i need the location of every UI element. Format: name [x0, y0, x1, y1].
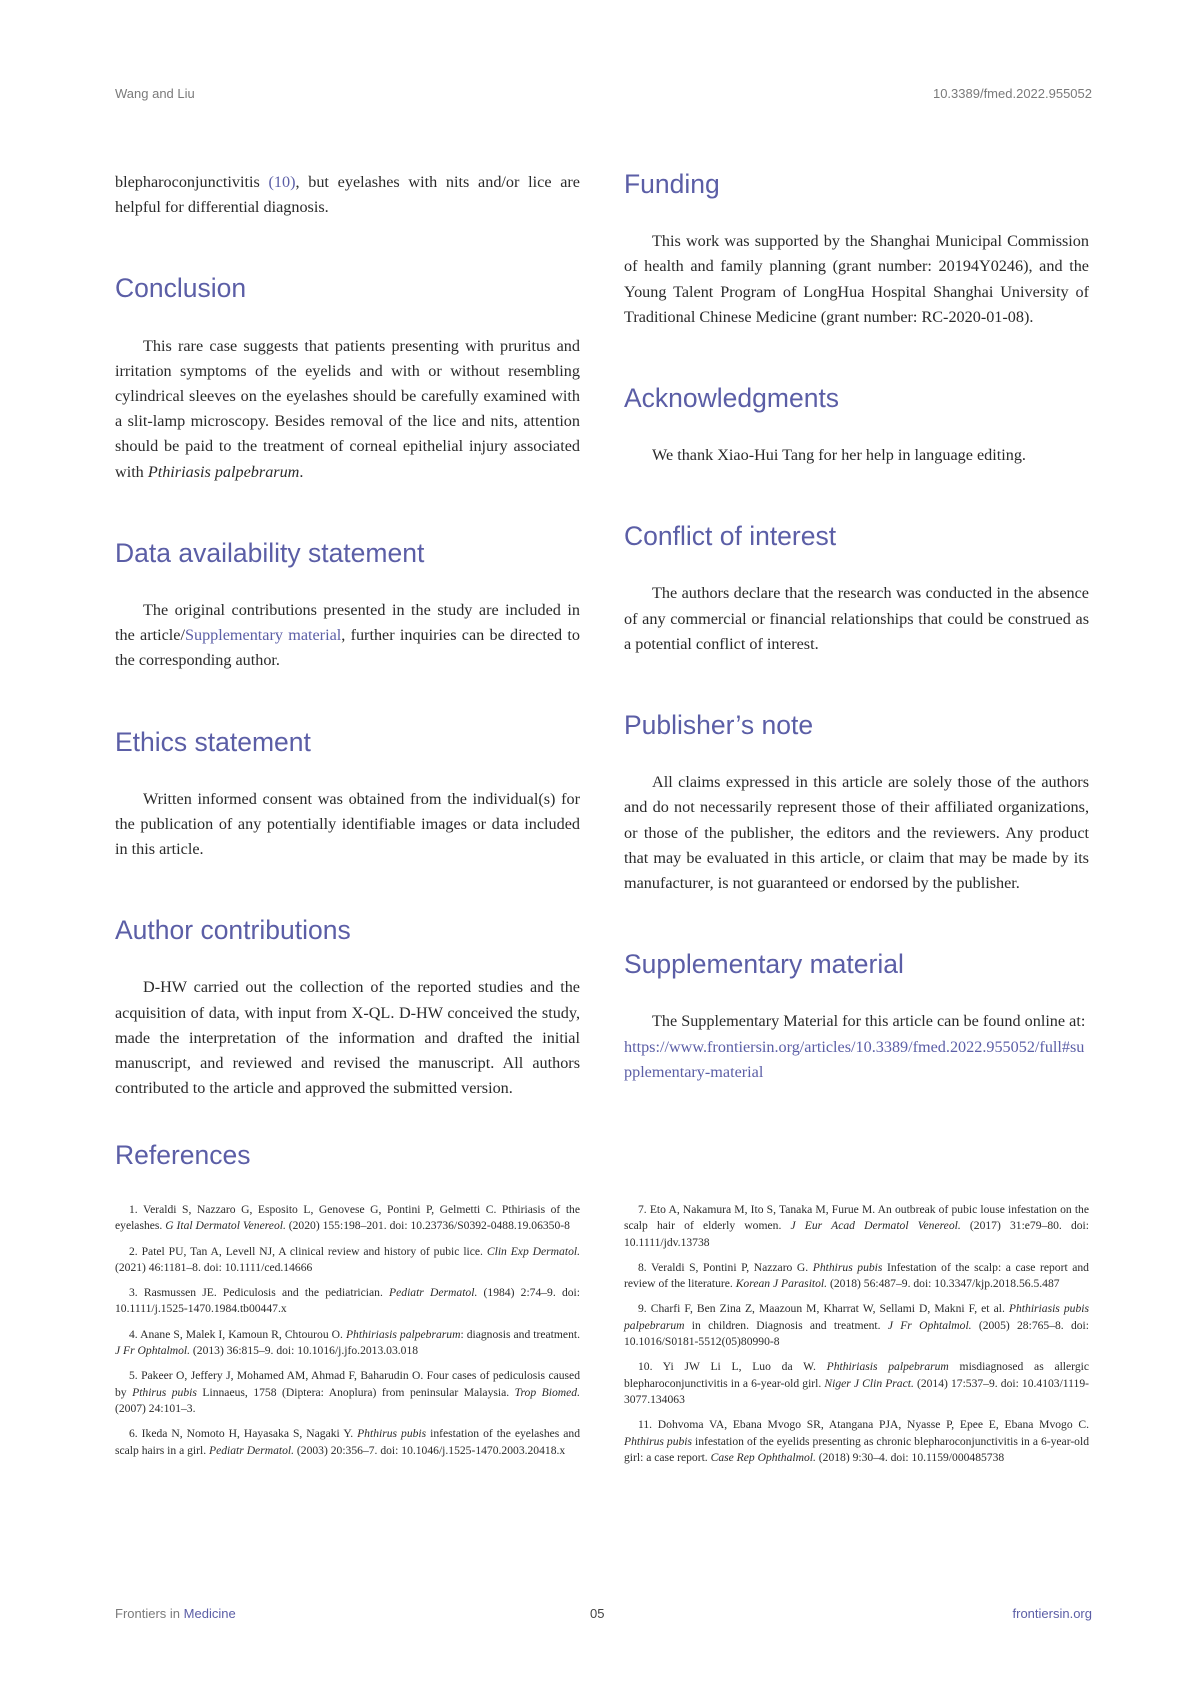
reference-2: 2. Patel PU, Tan A, Levell NJ, A clinical review and history of pubic lice. Clin Exp Dermatol. (2021) 46:1181–8. doi: 10.1111/ced.14666 — [115, 1244, 580, 1274]
references-left-column — [115, 1202, 580, 1468]
page-number: 05 — [590, 1606, 605, 1621]
ethics-heading: Ethics statement — [115, 726, 311, 757]
intro-text-2: , but eyelashes with nits and/or lice are helpful for differential diagnosis. — [115, 173, 580, 217]
data-availability-text-1: The original contributions presented in the study are included in the article/ — [115, 600, 580, 645]
reference-4: 4. Anane S, Malek I, Kamoun R, Chtourou O. Phthiriasis palpebrarum: diagnosis and treatment. J Fr Ophtalmol. (2013) 36:815–9. doi: 10.1016/j.jfo.2013.03.018 — [115, 1327, 580, 1358]
reference-3: 3. Rasmussen JE. Pediculosis and the pediatrician. Pediatr Dermatol. (1984) 2:74–9. doi: 10.1111/j.1525-1470.1984.tb00447.x — [115, 1286, 580, 1316]
supplementary-section — [624, 950, 1089, 1085]
ethics-section — [115, 728, 580, 863]
citation-link[interactable]: (10) — [268, 173, 296, 191]
publishers-note-heading: Publisher’s note — [624, 710, 814, 741]
ethics-paragraph: Written informed consent was obtained from the individual(s) for the publication of any potentially identifiable images or data included in this article. — [115, 789, 580, 859]
conclusion-paragraph — [115, 334, 580, 485]
conclusion-italic: Pthiriasis palpebrarum — [147, 462, 300, 481]
acknowledgments-heading: Acknowledgments — [624, 382, 840, 413]
supplementary-paragraph — [624, 1009, 1089, 1085]
reference-11: 11. Dohvoma VA, Ebana Mvogo SR, Atangana PJA, Nyasse P, Epee E, Ebana Mvogo C. Phthirus pubis infestation of the eyelids presenting as chronic blepharoconjunctivitis in a 6-year-old girl: a case report. Case Rep Ophthalmol. (2018) 9:30–4. doi: 10.1159/000485738 — [624, 1418, 1089, 1464]
reference-10: 10. Yi JW Li L, Luo da W. Phthiriasis palpebrarum misdiagnosed as allergic blepharoconjunctivitis in a 6-year-old girl. Niger J Clin Pract. (2014) 17:537–9. doi: 10.4103/1119-3077.134063 — [624, 1360, 1089, 1406]
supplementary-url-link[interactable]: https://www.frontiersin.org/articles/10.3389/fmed.2022.955052/full#supplementary-material — [624, 1037, 1085, 1081]
intro-section — [115, 170, 580, 220]
intro-paragraph — [115, 170, 580, 220]
reference-6: 6. Ikeda N, Nomoto H, Hayasaka S, Nagaki Y. Phthirus pubis infestation of the eyelashes and scalp hairs in a girl. Pediatr Dermatol. (2003) 20:356–7. doi: 10.1046/j.1525-1470.2003.20418.x — [115, 1427, 581, 1457]
conclusion-heading: Conclusion — [115, 273, 247, 304]
conflict-heading: Conflict of interest — [624, 521, 837, 552]
data-availability-text-2: , further inquiries can be directed to the corresponding author. — [115, 626, 580, 670]
author-contributions-paragraph: D-HW carried out the collection of the reported studies and the acquisition of data, with input from X-QL. D-HW conceived the study, made the interpretation of the information and drafted the initial manuscript, and reviewed and revised the manuscript. All authors contributed to the article and approved the submitted version. — [115, 978, 580, 1098]
conclusion-end: . — [299, 462, 304, 481]
footer-journal-prefix: Frontiers in — [115, 1606, 181, 1621]
footer-journal-name: Medicine — [183, 1606, 236, 1621]
acknowledgments-section — [624, 384, 1089, 468]
reference-5: 5. Pakeer O, Jeffery J, Mohamed AM, Ahmad F, Baharudin O. Four cases of pediculosis caused by Pthirus pubis Linnaeus, 1758 (Diptera: Anoplura) from peninsular Malaysia. Trop Biomed. (2007) 24:101–3. — [115, 1369, 580, 1415]
right-column — [624, 170, 1089, 1139]
footer-journal — [115, 1606, 236, 1621]
publishers-note-section — [624, 711, 1089, 896]
acknowledgments-paragraph: We thank Xiao-Hui Tang for her help in language editing. — [652, 446, 1026, 465]
data-availability-heading: Data availability statement — [115, 537, 425, 568]
conflict-section — [624, 522, 1089, 657]
data-availability-section — [115, 539, 580, 674]
footer-site-link[interactable]: frontiersin.org — [1012, 1606, 1092, 1621]
data-availability-paragraph — [115, 598, 580, 674]
references-right-column — [624, 1202, 1089, 1475]
intro-text-1: blepharoconjunctivitis — [115, 173, 269, 191]
conclusion-text: This rare case suggests that patients presenting with pruritus and irritation symptoms of the eyelids and with or without resembling cylindrical sleeves on the eyelashes should be carefully examined with a slit-lamp microscopy. Besides removal of the lice and nits, attention should be paid to the treatment of corneal epithelial injury associated with — [115, 336, 580, 481]
reference-9: 9. Charfi F, Ben Zina Z, Maazoun M, Kharrat W, Sellami D, Makni F, et al. Phthiriasis pubis palpebrarum in children. Diagnosis and treatment. J Fr Ophtalmol. (2005) 28:765–8. doi: 10.1016/S0181-5512(05)80990-8 — [624, 1302, 1090, 1349]
reference-8: 8. Veraldi S, Pontini P, Nazzaro G. Phthirus pubis Infestation of the scalp: a case report and review of the literature. Korean J Parasitol. (2018) 56:487–9. doi: 10.3347/kjp.2018.56.5.487 — [624, 1260, 1089, 1291]
header-doi: 10.3389/fmed.2022.955052 — [932, 86, 1092, 101]
author-contributions-heading: Author contributions — [115, 915, 351, 946]
references-heading: References — [115, 1140, 251, 1170]
author-contributions-section — [115, 916, 580, 1101]
supplementary-link[interactable]: Supplementary material — [184, 626, 342, 645]
conflict-paragraph: The authors declare that the research was conducted in the absence of any commercial or financial relationships that could be construed as a potential conflict of interest. — [624, 584, 1089, 653]
reference-7: 7. Eto A, Nakamura M, Ito S, Tanaka M, Furue M. An outbreak of pubic louse infestation on the scalp hair of elderly women. J Eur Acad Dermatol Venereol. (2017) 31:e79–80. doi: 10.1111/jdv.13738 — [624, 1203, 1090, 1249]
supplementary-heading: Supplementary material — [624, 949, 904, 980]
funding-heading: Funding — [624, 169, 720, 199]
funding-paragraph: This work was supported by the Shanghai Municipal Commission of health and family planning (grant number: 20194Y0246), and the Young Talent Program of LongHua Hospital Shanghai University of Traditional Chinese Medicine (grant number: RC-2020-01-08). — [624, 232, 1089, 326]
reference-1: 1. Veraldi S, Nazzaro G, Esposito L, Genovese G, Pontini P, Gelmetti C. Pthiriasis of the eyelashes. G Ital Dermatol Venereol. (2020) 155:198–201. doi: 10.23736/S0392-0488.19.06350-8 — [115, 1203, 580, 1233]
supplementary-text: The Supplementary Material for this article can be found online at: — [652, 1012, 1086, 1031]
header-authors: Wang and Liu — [115, 86, 195, 101]
conclusion-section — [115, 274, 580, 484]
funding-section — [624, 170, 1089, 330]
left-column — [115, 170, 580, 1155]
publishers-note-paragraph: All claims expressed in this article are solely those of the authors and do not necessarily represent those of their affiliated organizations, or those of the publisher, the editors and the reviewers. Any product that may be evaluated in this article, or claim that may be made by its manufacturer, is not guaranteed or endorsed by the publisher. — [624, 773, 1089, 892]
